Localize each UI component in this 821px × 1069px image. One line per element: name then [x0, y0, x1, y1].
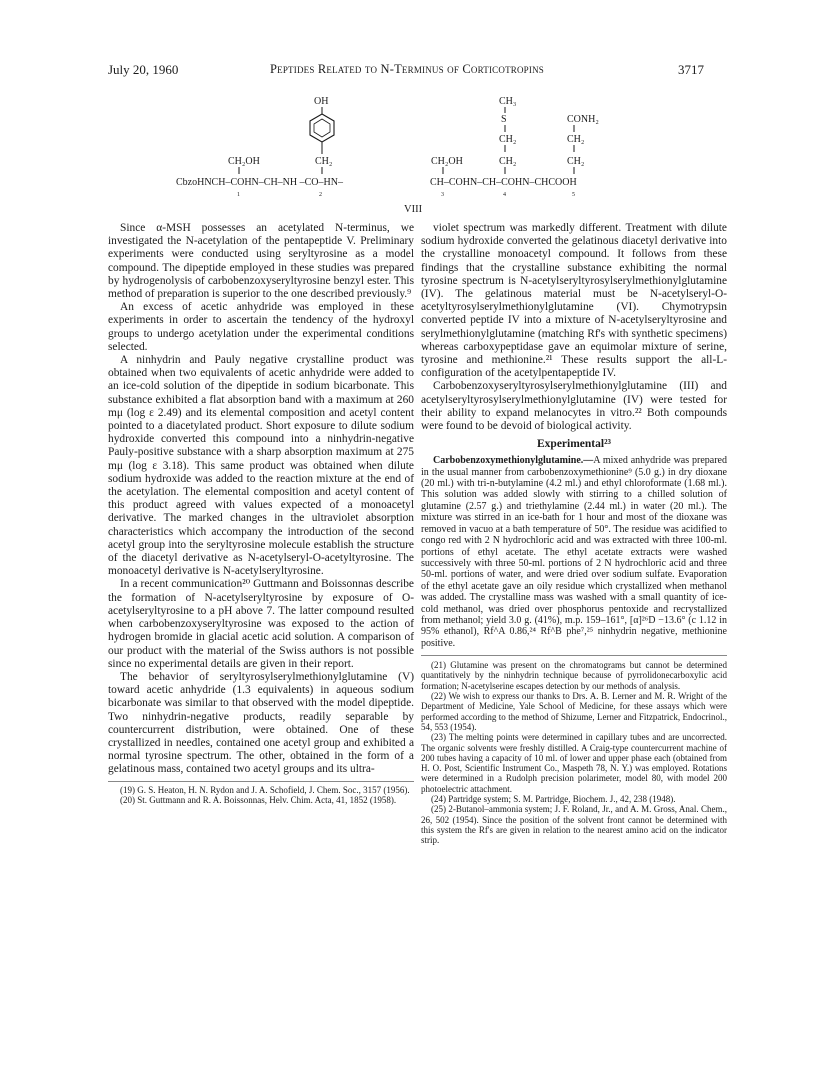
- ch2oh-ser-2: CH₂OH: [431, 156, 463, 167]
- footnote: (24) Partridge system; S. M. Partridge, Biochem. J., 42, 238 (1948).: [431, 794, 676, 805]
- conh2-label: CONH₂: [567, 114, 599, 125]
- footnote: (22) We wish to express our thanks to Drs. A. B. Lerner and M. R. Wright of the Department of Medicine, Yale School of Medicine, for these assays which were performed according to the method of Shizume, Lerner and Fitzpatrick, Endocrinol., 54, 553 (1954).: [421, 691, 727, 732]
- residue-1: 1: [237, 192, 240, 198]
- paragraph: Since α-MSH possesses an acetylated N-terminus, we investigated the N-acetylation of the pentapeptide V. Preliminary experiments were conducted using seryltyrosine as a model compound. The dipeptide employed in these studies was prepared by hydrogenolysis of carbobenzoxyseryltyrosine benzyl ester. This method of preparation is superior to the one described previously.⁹: [108, 222, 414, 301]
- paragraph: A ninhydrin and Pauly negative crystalline product was obtained when two equivalents of acetic anhydride were added to an ice-cold solution of the dipeptide in sodium bicarbonate. This substance exhibited a flat absorption band with a maximum at 260 mμ (log ε 2.49) and its elemental composition and acetyl content pointed to a diacetylated product. Short exposure to dilute sodium hydroxide converted this compound into a ninhydrin-negative Pauly-positive substance with a sharp absorption maximum at 275 mμ (log ε 3.18). This same product was obtained when dilute sodium hydroxide was added to the reaction mixture at the end of the acetylation. The elemental composition and acetyl content of this product agreed with values expected of a monoacetyl derivative. The marked changes in the ultraviolet absorption characteristics which accompany the introduction of the second acetyl group into the seryltyrosine molecule establish the structure of the diacetyl derivative as N-acetylseryl-O-acetyltyrosine. The monoacetyl derivative is N-acetylseryltyrosine.: [108, 354, 414, 578]
- footnote: (23) The melting points were determined in capillary tubes and are uncorrected. The organic solvents were freshly distilled. A Craig-type countercurrent machine of 200 tubes having a capacity of 10 ml. of lower and upper phase each (obtained from H. O. Post, Scientific Instrument Co., Maspeth 78, N. Y.) was employed. Rotations were determined in a Rudolph precision polarimeter, model 80, with model 200 photoelectric attachment.: [421, 732, 727, 794]
- running-header: [0, 62, 821, 82]
- left-footnotes: [108, 781, 414, 806]
- structure-svg: [100, 92, 740, 220]
- oh-label: OH: [314, 96, 329, 107]
- paragraph: An excess of acetic anhydride was employed in these experiments in order to ascertain the tendency of the hydroxyl groups to undergo acetylation under the experimental conditions selected.: [108, 301, 414, 353]
- footnote: (19) G. S. Heaton, H. N. Rydon and J. A. Schofield, J. Chem. Soc., 3157 (1956).: [120, 784, 410, 795]
- ch2-gln-2: CH₂: [567, 156, 585, 167]
- paragraph: In a recent communication²⁰ Guttmann and Boissonnas describe the formation of N-acetylseryltyrosine by exposure of O-acetylseryltyrosine to a pH above 7. The latter compound resulted when carbobenzoxyseryltyrosine was exposed to the action of hydrogen bromide in glacial acetic acid solution. A comparison of our product with the material of the Swiss authors is not possible since no experimental details are given in their report.: [108, 578, 414, 670]
- ch2-met-2: CH₂: [499, 156, 517, 167]
- right-column: [421, 222, 727, 846]
- s-label: S: [501, 114, 507, 125]
- ch2-gln-1: CH₂: [567, 134, 585, 145]
- paragraph: violet spectrum was markedly different. Treatment with dilute sodium hydroxide converted the gelatinous diacetyl derivative into the crystalline monoacetyl compound. It follows from these findings that the crystalline substance exhibiting the normal tyrosine spectrum is N-acetylseryltyrosylserylmethionylglutamine (IV). The gelatinous material must be N-acetylseryl-O-acetyltyrosylserylmethionylglutamine (VI). Chymotrypsin converted peptide IV into a mixture of N-acetylseryltyrosine and serylmethionylglutamine (matching Rf's with synthetic specimens) whereas carboxypeptidase gave an equimolar mixture of serine, tyrosine and methionine.²¹ These results support the all-L-configuration of the acetylpentapeptide IV.: [421, 222, 727, 380]
- residue-4: 4: [503, 192, 506, 198]
- experimental-paragraph: [421, 455, 727, 649]
- running-title: Peptides Related to N-Terminus of Corticotropins: [270, 62, 544, 76]
- left-column: [108, 222, 414, 805]
- paragraph: Carbobenzoxyseryltyrosylserylmethionylglutamine (III) and acetylseryltyrosylserylmethionylglutamine (IV) were tested for their ability to expand melanocytes in vitro.²² Both compounds were found to be devoid of biological activity.: [421, 380, 727, 433]
- residue-5: 5: [572, 192, 575, 198]
- ch3-label: CH₃: [499, 96, 517, 107]
- residue-2: 2: [319, 192, 322, 198]
- backbone-right: CH–COHN–CH–COHN–CHCOOH: [430, 177, 577, 188]
- experimental-title: Carbobenzoxymethionylglutamine.—: [433, 455, 594, 467]
- footnote: (20) St. Guttmann and R. A. Boissonnas, Helv. Chim. Acta, 41, 1852 (1958).: [120, 794, 397, 805]
- issue-date: July 20, 1960: [108, 62, 179, 77]
- ch2-tyr: CH₂: [315, 156, 333, 167]
- footnote: (21) Glutamine was present on the chromatograms but cannot be determined quantitatively by the ninhydrin technique because of pyrrolidonecarboxylic acid formation; N-acetylserine escapes detection by our methods of analysis.: [421, 660, 727, 691]
- experimental-body: A mixed anhydride was prepared in the usual manner from carbobenzoxymethionine⁹ (5.0 g.) in dry dioxane (20 ml.) with tri-n-butylamine (4.2 ml.) and ethyl chloroformate (1.68 ml.). This solution was added slowly with stirring to a chilled solution of glutamine (2.57 g.) and triethylamine (2.44 ml.) in water (20 ml.). The mixture was stirred in an ice-bath for 1 hour and most of the dioxane was removed in vacuo at a bath temperature of 50°. The residue was acidified to congo red with 2 N hydrochloric acid and was extracted with three 100-ml. portions of ethyl acetate. The ethyl acetate extracts were washed successively with three 50-ml. portions of 2 N hydrochloric acid and three 50-ml. portions of water, and were dried over sodium sulfate. Evaporation of the ethyl acetate gave an oily residue which crystallized when methanol was added. The crystalline mass was washed with a small quantity of ice-cold methanol, was dried over phosphorus pentoxide and recrystallized from methanol; yield 3.0 g. (41%), m.p. 159–161°, [α]²⁶D −13.6° (c 1.12 in 95% ethanol), Rf^A 0.86,²⁴ Rf^B phe⁷,²⁵ ninhydrin negative, methionine positive.: [421, 455, 727, 649]
- backbone-left: CbzoHNCH–COHN–CH–NH –CO–HN–: [176, 177, 343, 188]
- structure-diagram: [100, 92, 740, 220]
- page-number: 3717: [678, 62, 704, 77]
- paragraph: The behavior of seryltyrosylserylmethionylglutamine (V) toward acetic anhydride (1.3 equivalents) in aqueous sodium bicarbonate was similar to that observed with the model dipeptide. Two ninhydrin-negative products, readily separable by countercurrent distribution, were obtained. One of these crystallized in needles, contained one acetyl group and exhibited a normal tyrosine spectrum. The other, obtained in the form of a gelatinous mass, contained two acetyl groups and its ultra-: [108, 670, 414, 776]
- ch2oh-ser-1: CH₂OH: [228, 156, 260, 167]
- ch2-met-1: CH₂: [499, 134, 517, 145]
- footnote: (25) 2-Butanol–ammonia system; J. F. Roland, Jr., and A. M. Gross, Anal. Chem., 26, 502 (1954). Since the position of the solvent front cannot be determined with this system the Rf's are given in relation to the nearest amino acid on the indicator strip.: [421, 804, 727, 846]
- experimental-heading: Experimental²³: [537, 438, 611, 451]
- right-footnotes: [421, 655, 727, 845]
- compound-label: VIII: [404, 204, 423, 215]
- residue-3: 3: [441, 192, 444, 198]
- benzene-inner-ring: [314, 119, 330, 137]
